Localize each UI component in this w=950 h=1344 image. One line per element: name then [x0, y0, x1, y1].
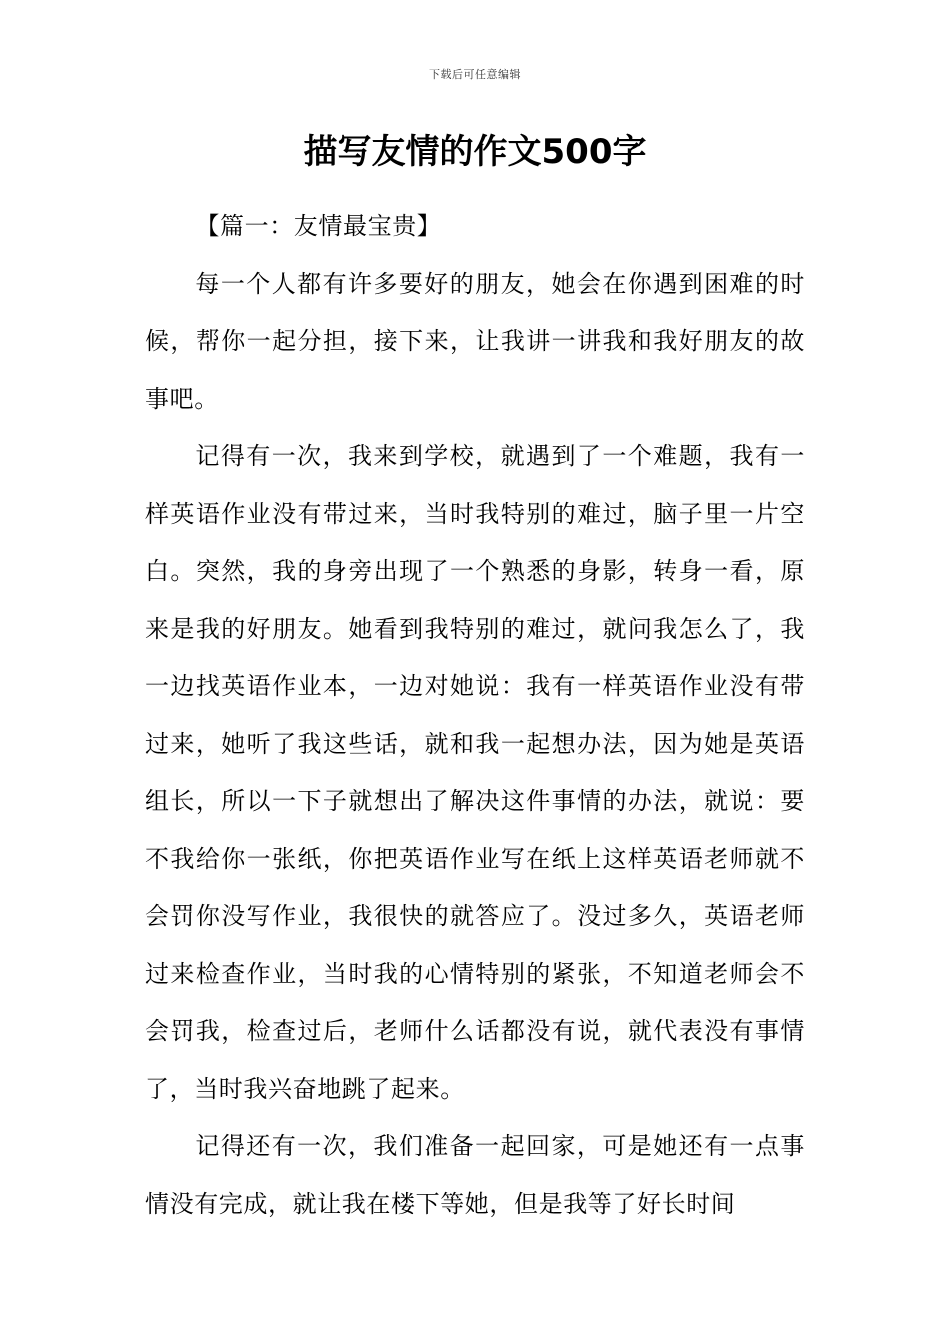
header-note: 下载后可任意编辑: [429, 68, 521, 81]
section-heading: 【篇一：友情最宝贵】: [195, 212, 442, 240]
document-title: 描写友情的作文500字: [303, 132, 647, 172]
paragraph: 记得还有一次，我们准备一起回家，可是她还有一点事情没有完成，就让我在楼下等她，但是我等了好长时间: [145, 1132, 805, 1218]
paragraph: 记得有一次，我来到学校，就遇到了一个难题，我有一样英语作业没有带过来，当时我特别的难过，脑子里一片空白。突然，我的身旁出现了一个熟悉的身影，转身一看，原来是我的好朋友。她看到我特别的难过，就问我怎么了，我一边找英语作业本，一边对她说：我有一样英语作业没有带过来，她听了我这些话，就和我一起想办法，因为她是英语组长，所以一下子就想出了解决这件事情的办法，就说：要不我给你一张纸，你把英语作业写在纸上这样英语老师就不会罚你没写作业，我很快的就答应了。没过多久，英语老师过来检查作业，当时我的心情特别的紧张，不知道老师会不会罚我，检查过后，老师什么话都没有说，就代表没有事情了，当时我兴奋地跳了起来。: [145, 442, 805, 1103]
paragraph: 每一个人都有许多要好的朋友，她会在你遇到困难的时候，帮你一起分担，接下来，让我讲一讲我和我好朋友的故事吧。: [145, 269, 805, 413]
document-body: [145, 198, 805, 1233]
